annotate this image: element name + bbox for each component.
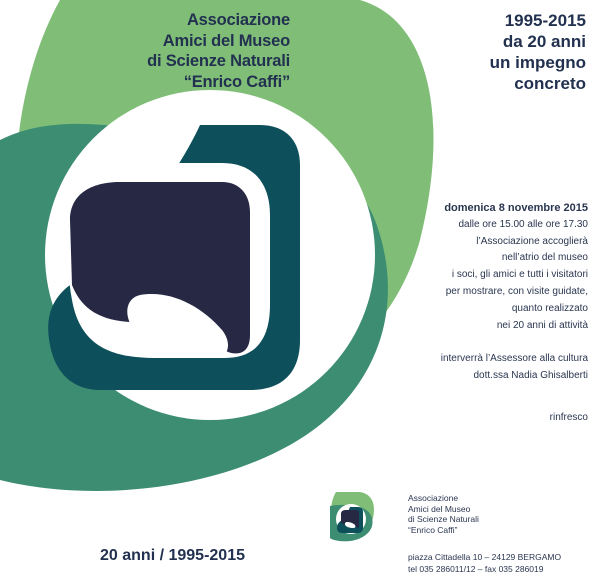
footer-name-line: Amici del Museo <box>408 503 471 514</box>
association-title-line: Amici del Museo <box>162 31 290 50</box>
footer-name-line: “Enrico Caffi” <box>408 524 458 535</box>
anniversary-title-line: da 20 anni <box>502 32 586 51</box>
event-line: nell’atrio del museo <box>501 252 588 264</box>
anniversary-title <box>386 10 586 94</box>
spacer <box>358 385 588 410</box>
footer-name-line: Associazione <box>408 493 459 503</box>
footer-title: 20 anni / 1995-2015 <box>100 547 245 564</box>
contacts-line: tel 035 286011/12 – fax 035 286019 <box>408 564 544 574</box>
speaker-name: dott.ssa Nadia Ghisalberti <box>473 370 588 382</box>
event-line: quanto realizzato <box>511 302 588 314</box>
anniversary-title-line: un impegno <box>489 53 586 72</box>
association-title <box>120 10 290 92</box>
address-line: piazza Cittadella 10 – 24129 BERGAMO <box>408 552 562 562</box>
speaker-intro: interverrà l’Assessore alla cultura <box>440 353 588 365</box>
event-line: l’Associazione accoglierà <box>476 235 588 247</box>
anniversary-title-line: 1995-2015 <box>504 11 586 30</box>
refreshment-note: rinfresco <box>549 411 588 423</box>
event-details <box>358 200 588 427</box>
association-title-line: Associazione <box>186 11 290 29</box>
footer-association-name <box>408 493 479 535</box>
event-line: nei 20 anni di attività <box>496 319 588 331</box>
event-date: domenica 8 novembre 2015 <box>444 202 588 214</box>
association-title-line: “Enrico Caffi” <box>183 72 290 91</box>
association-title-line: di Scienze Naturali <box>147 52 290 70</box>
anniversary-title-line: concreto <box>514 74 586 93</box>
museum-logo-small-icon <box>330 492 378 542</box>
spacer <box>358 334 588 351</box>
event-line: i soci, gli amici e tutti i visitatori <box>451 269 588 281</box>
footer-address <box>408 551 561 575</box>
footer-name-line: di Scienze Naturali <box>408 514 479 525</box>
event-line: per mostrare, con visite guidate, <box>445 285 588 297</box>
event-line: dalle ore 15.00 alle ore 17.30 <box>458 218 588 230</box>
